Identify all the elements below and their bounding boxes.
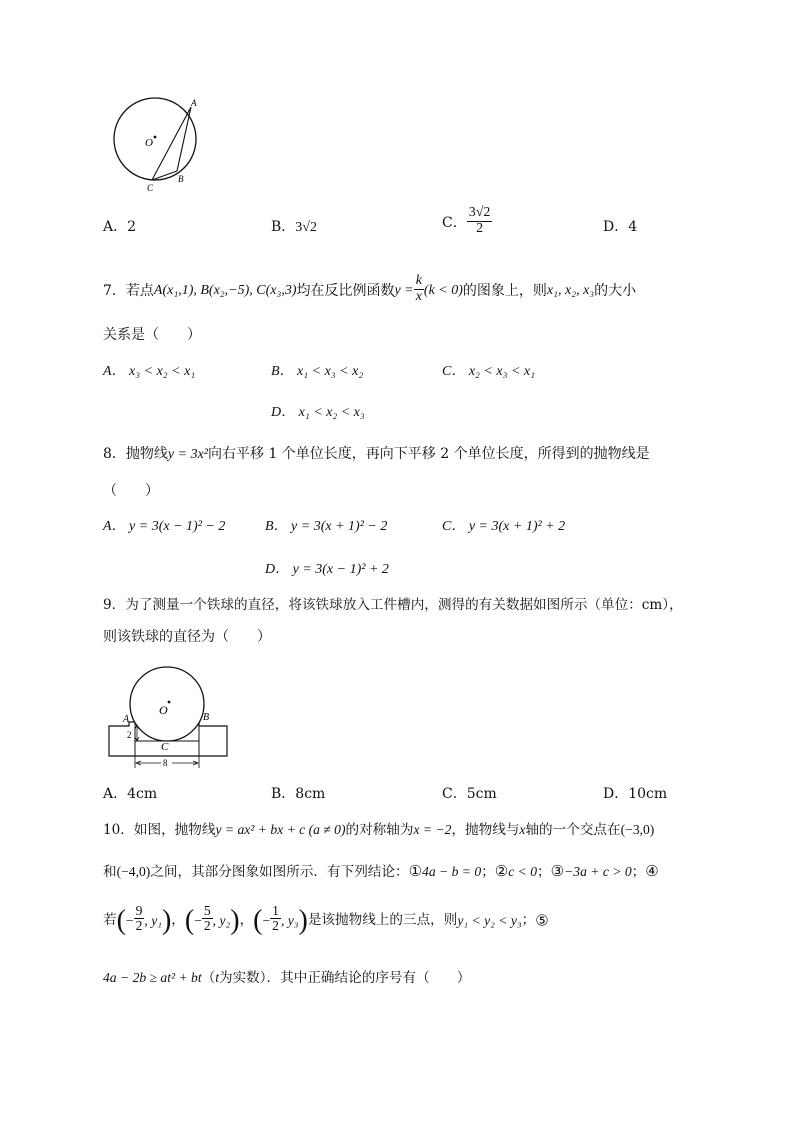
q10-sep-1: ， — [171, 911, 185, 928]
q10-l2-s1: ； — [481, 864, 495, 880]
q10-line4 — [103, 971, 470, 986]
q10-l2-b: 之间，其部分图象如图所示．有下列结论： — [150, 864, 409, 880]
q10-p2-y: , y₂ — [212, 912, 231, 928]
q6-option-c[interactable] — [442, 205, 492, 238]
q7-func-cond: (k < 0) — [423, 283, 463, 299]
q8-line1-a: 8．抛物线 — [103, 446, 168, 462]
q10-p3-num: 1 — [272, 903, 279, 918]
q6-option-c-den: 2 — [476, 220, 484, 236]
q6-option-c-fraction — [467, 206, 493, 236]
q6-label-c: C — [147, 183, 154, 193]
q6-option-c-prefix: C． — [442, 215, 467, 232]
q10-l1-d: 轴的一个交点在 — [525, 822, 621, 838]
q9-label-b: B — [203, 712, 210, 723]
q7-func-den: x — [415, 288, 422, 304]
q10-l4-t: t — [215, 970, 219, 985]
q8-line1-math: y = 3x² — [167, 447, 208, 462]
q7-stem-line1 — [103, 273, 637, 306]
q10-conclusion-4-marker: ④ — [645, 862, 659, 880]
q7-stem-line2: 关系是（ ） — [103, 327, 201, 343]
q10-p2-fraction — [202, 904, 213, 934]
q10-p2-num: 5 — [203, 903, 211, 918]
q10-p2-den: 2 — [203, 918, 211, 934]
q10-l1-m4: (−3,0) — [620, 822, 655, 837]
q6-option-b-math: 3√2 — [295, 220, 317, 235]
q10-l2-m1: (−4,0) — [116, 864, 151, 879]
q10-p3-den: 2 — [272, 918, 279, 934]
q8-option-b[interactable]: B． y = 3(x + 1)² − 2 — [265, 519, 388, 534]
q10-p2-sign: − — [194, 912, 202, 928]
q7-func-num: k — [415, 273, 422, 288]
q10-l2-m4: −3a + c > 0 — [564, 864, 632, 879]
q10-p3-lparen: ( — [253, 904, 263, 936]
q10-line3 — [103, 903, 549, 936]
q9-label-o: O — [159, 703, 168, 717]
q10-l4-m1: 4a − 2b ≥ at² + bt — [103, 970, 202, 985]
q9-option-b[interactable]: B．8cm — [271, 786, 326, 802]
q10-l2-m3: c < 0 — [508, 864, 538, 879]
q10-l3-b: 是该抛物线上的三点，则 — [307, 911, 458, 928]
q7-tail2: 的大小 — [594, 283, 637, 300]
q6-option-b[interactable] — [271, 220, 317, 235]
q9-option-a[interactable]: A．4cm — [103, 786, 158, 802]
q10-p3-fraction — [270, 904, 281, 934]
q10-line2 — [103, 864, 659, 880]
q10-p1-den: 2 — [135, 918, 143, 934]
q8-stem-line1 — [103, 447, 650, 462]
q10-p2-rparen: ) — [230, 904, 240, 936]
q10-l3-c: ； — [521, 911, 536, 928]
q10-l1-m1: y = ax² + bx + c (a ≠ 0) — [215, 822, 346, 837]
q10-p3-y: , y₃ — [280, 912, 299, 928]
q10-l1-m3: x — [519, 822, 526, 837]
q10-p1-y: , y₁ — [144, 912, 162, 928]
q7-option-a[interactable]: A． x₃ < x₂ < x₁ — [103, 364, 196, 379]
q10-l1-c: ，抛物线与 — [451, 822, 520, 838]
q9-label-width: 8 — [163, 758, 168, 768]
q10-l2-a: 和 — [103, 864, 117, 880]
q10-l2-s3: ； — [631, 864, 646, 880]
q8-option-d[interactable]: D． y = 3(x − 1)² + 2 — [265, 562, 389, 577]
q6-option-a[interactable]: A．2 — [103, 219, 137, 235]
q10-l4-b: 为实数）．其中正确结论的序号有（ ） — [218, 970, 471, 986]
q9-stem-line1: 9．为了测量一个铁球的直径，将该铁球放入工件槽内，测得的有关数据如图所示（单位：cm）， — [103, 597, 683, 613]
q6-option-c-num: 3√2 — [468, 205, 491, 220]
q10-l1-b: 的对称轴为 — [345, 822, 414, 838]
q7-number: 7．若点 — [103, 283, 154, 300]
q9-label-c: C — [161, 741, 169, 753]
q6-option-d[interactable]: D．4 — [603, 219, 638, 235]
q10-p1-rparen: ) — [161, 904, 172, 936]
q7-mid: 均在反比例函数 — [296, 283, 395, 300]
q10-l4-a: （ — [201, 970, 216, 986]
q10-p2-lparen: ( — [184, 904, 195, 936]
q8-option-c[interactable]: C． y = 3(x + 1)² + 2 — [442, 519, 566, 534]
q6-label-o: O — [145, 137, 153, 149]
q7-option-d[interactable]: D． x₁ < x₂ < x₃ — [271, 405, 365, 420]
q10-l1-a: 10．如图，抛物线 — [103, 822, 216, 838]
q10-l3-m1: y₁ < y₂ < y₃ — [457, 912, 522, 928]
q10-conclusion-1-marker: ① — [408, 862, 423, 880]
q10-p1-num: 9 — [135, 903, 143, 918]
q7-option-c[interactable]: C． x₂ < x₃ < x₁ — [442, 364, 535, 379]
q7-points: A(x₁,1), B(x₂,−5), C(x₃,3) — [153, 283, 297, 299]
q10-p1-fraction — [134, 904, 145, 934]
q6-label-b: B — [178, 174, 184, 184]
q9-stem-line2: 则该铁球的直径为（ ） — [103, 629, 271, 645]
q10-l2-m2: 4a − b = 0 — [422, 864, 482, 879]
q10-p3-rparen: ) — [298, 904, 308, 936]
q8-option-a[interactable]: A． y = 3(x − 1)² − 2 — [103, 519, 226, 534]
q9-ball-groove-figure — [103, 658, 238, 773]
q10-l3-a: 若 — [103, 911, 117, 928]
q6-option-b-prefix: B． — [271, 219, 296, 235]
q6-label-a: A — [191, 98, 197, 108]
q10-conclusion-2-marker: ② — [494, 862, 509, 880]
q9-option-c[interactable]: C．5cm — [442, 786, 497, 802]
q10-l1-m2: x = −2 — [413, 822, 452, 837]
q7-option-b[interactable]: B． x₁ < x₃ < x₂ — [271, 364, 364, 379]
q10-p3-sign: − — [262, 912, 271, 928]
q9-label-a: A — [123, 714, 130, 725]
q10-p1-lparen: ( — [116, 904, 126, 936]
q6-chord-ac — [152, 107, 191, 180]
q9-ball-center-dot — [168, 701, 171, 704]
q9-label-height: 2 — [127, 730, 132, 740]
q10-line1 — [103, 823, 654, 838]
q8-stem-line2: （ ） — [103, 483, 159, 499]
q10-p1-sign: − — [125, 912, 134, 928]
q6-circle-figure — [105, 92, 215, 196]
q6-center-dot — [154, 136, 157, 139]
q7-func-fraction — [414, 274, 424, 304]
q7-tail: 的图象上，则 — [462, 283, 547, 300]
q7-vars: x₁, x₂, x₃ — [546, 283, 595, 299]
q9-option-d[interactable]: D．10cm — [603, 786, 668, 802]
q10-l2-s2: ； — [537, 864, 551, 880]
q10-conclusion-5-marker: ⑤ — [535, 911, 549, 930]
q7-func-lhs: y = — [394, 283, 414, 299]
q10-conclusion-3-marker: ③ — [550, 862, 565, 880]
q10-sep-2: ， — [239, 911, 254, 928]
q8-line1-b: 向右平移 1 个单位长度，再向下平移 2 个单位长度，所得到的抛物线是 — [208, 446, 650, 462]
